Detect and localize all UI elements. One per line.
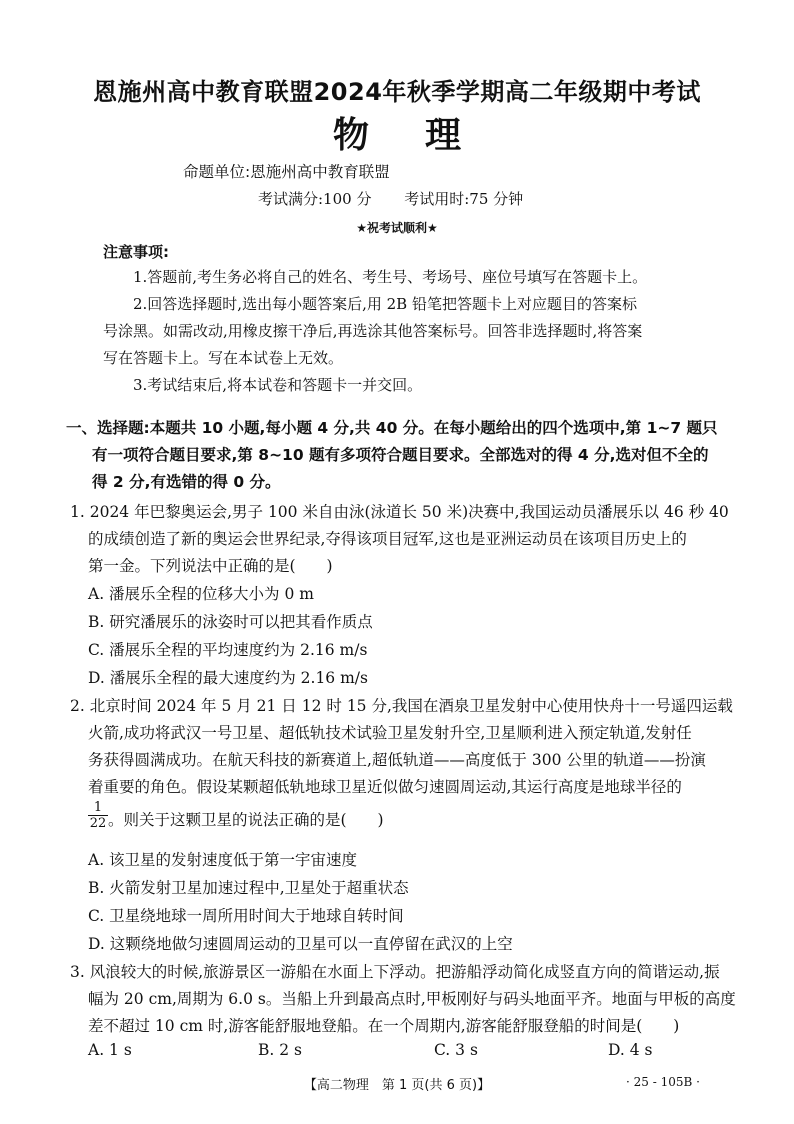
- q1-stem: 第一金。下列说法中正确的是( ): [88, 557, 333, 575]
- section-instructions: 有一项符合题目要求,第 8~10 题有多项符合题目要求。全部选对的得 4 分,选对但不全的: [92, 446, 709, 464]
- q3-option-a: A. 1 s: [88, 1041, 132, 1059]
- q1-option-a: A. 潘展乐全程的位移大小为 0 m: [88, 585, 314, 603]
- note-line: 号涂黑。如需改动,用橡皮擦干净后,再选涂其他答案标号。回答非选择题时,将答案: [103, 322, 643, 340]
- full-score: 考试满分:100 分: [258, 190, 372, 208]
- q2-option-c: C. 卫星绕地球一周所用时间大于地球自转时间: [88, 907, 404, 925]
- q2-option-d: D. 这颗绕地做匀速圆周运动的卫星可以一直停留在武汉的上空: [88, 935, 513, 953]
- duration: 考试用时:75 分钟: [404, 190, 524, 208]
- note-line: 2.回答选择题时,选出每小题答案后,用 2B 铅笔把答题卡上对应题目的答案标: [133, 295, 637, 313]
- q1-option-d: D. 潘展乐全程的最大速度约为 2.16 m/s: [88, 669, 368, 687]
- paper-code: · 25 - 105B ·: [626, 1075, 700, 1089]
- q1-option-c: C. 潘展乐全程的平均速度约为 2.16 m/s: [88, 641, 368, 659]
- subject-title: 物理: [332, 115, 517, 156]
- exam-info: [258, 188, 551, 209]
- q2-stem: 务获得圆满成功。在航天科技的新赛道上,超低轨道——高度低于 300 公里的轨道——扮演: [88, 751, 706, 769]
- q2-option-b: B. 火箭发射卫星加速过程中,卫星处于超重状态: [88, 879, 409, 897]
- q3-option-d: D. 4 s: [608, 1041, 653, 1059]
- note-line: 3.考试结束后,将本试卷和答题卡一并交回。: [133, 376, 423, 394]
- note-line: 写在答题卡上。写在本试卷上无效。: [103, 349, 344, 367]
- exam-title: 恩施州高中教育联盟2024年秋季学期高二年级期中考试: [93, 78, 701, 106]
- fraction: [88, 800, 108, 831]
- q2-stem: 火箭,成功将武汉一号卫星、超低轨技术试验卫星发射升空,卫星顺利进入预定轨道,发射任: [88, 724, 692, 742]
- q2-stem: 。则关于这颗卫星的说法正确的是( ): [108, 811, 384, 829]
- good-luck: ★祝考试顺利★: [356, 221, 438, 235]
- section-instructions: 一、选择题:本题共 10 小题,每小题 4 分,共 40 分。在每小题给出的四个选项中,第 1~7 题只: [66, 419, 718, 437]
- q3-stem: 幅为 20 cm,周期为 6.0 s。当船上升到最高点时,甲板刚好与码头地面平齐。地面与甲板的高度: [88, 990, 736, 1008]
- q3-stem: 差不超过 10 cm 时,游客能舒服地登船。在一个周期内,游客能舒服登船的时间是( ): [88, 1017, 680, 1035]
- q2-stem: 2. 北京时间 2024 年 5 月 21 日 12 时 15 分,我国在酒泉卫星发射中心使用快舟十一号遥四运载: [70, 697, 733, 715]
- q1-stem: 1. 2024 年巴黎奥运会,男子 100 米自由泳(泳道长 50 米)决赛中,我国运动员潘展乐以 46 秒 40: [70, 503, 729, 521]
- setter-unit: 命题单位:恩施州高中教育联盟: [183, 163, 390, 181]
- fraction-numerator: 1: [88, 800, 108, 816]
- notes-heading: 注意事项:: [103, 243, 169, 261]
- q1-stem: 的成绩创造了新的奥运会世界纪录,夺得该项目冠军,这也是亚洲运动员在该项目历史上的: [88, 530, 687, 548]
- q3-stem: 3. 风浪较大的时候,旅游景区一游船在水面上下浮动。把游船浮动简化成竖直方向的简谐运动,振: [70, 963, 720, 981]
- section-instructions: 得 2 分,有选错的得 0 分。: [92, 473, 281, 491]
- q1-option-b: B. 研究潘展乐的泳姿时可以把其看作质点: [88, 613, 373, 631]
- q3-option-b: B. 2 s: [258, 1041, 302, 1059]
- q2-option-a: A. 该卫星的发射速度低于第一宇宙速度: [88, 851, 358, 869]
- note-line: 1.答题前,考生务必将自己的姓名、考生号、考场号、座位号填写在答题卡上。: [133, 268, 648, 286]
- q2-stem: 着重要的角色。假设某颗超低轨地球卫星近似做匀速圆周运动,其运行高度是地球半径的: [88, 778, 682, 796]
- q3-option-c: C. 3 s: [434, 1041, 478, 1059]
- fraction-denominator: 22: [89, 816, 107, 831]
- page-footer: 【高二物理 第 1 页(共 6 页)】: [303, 1078, 491, 1093]
